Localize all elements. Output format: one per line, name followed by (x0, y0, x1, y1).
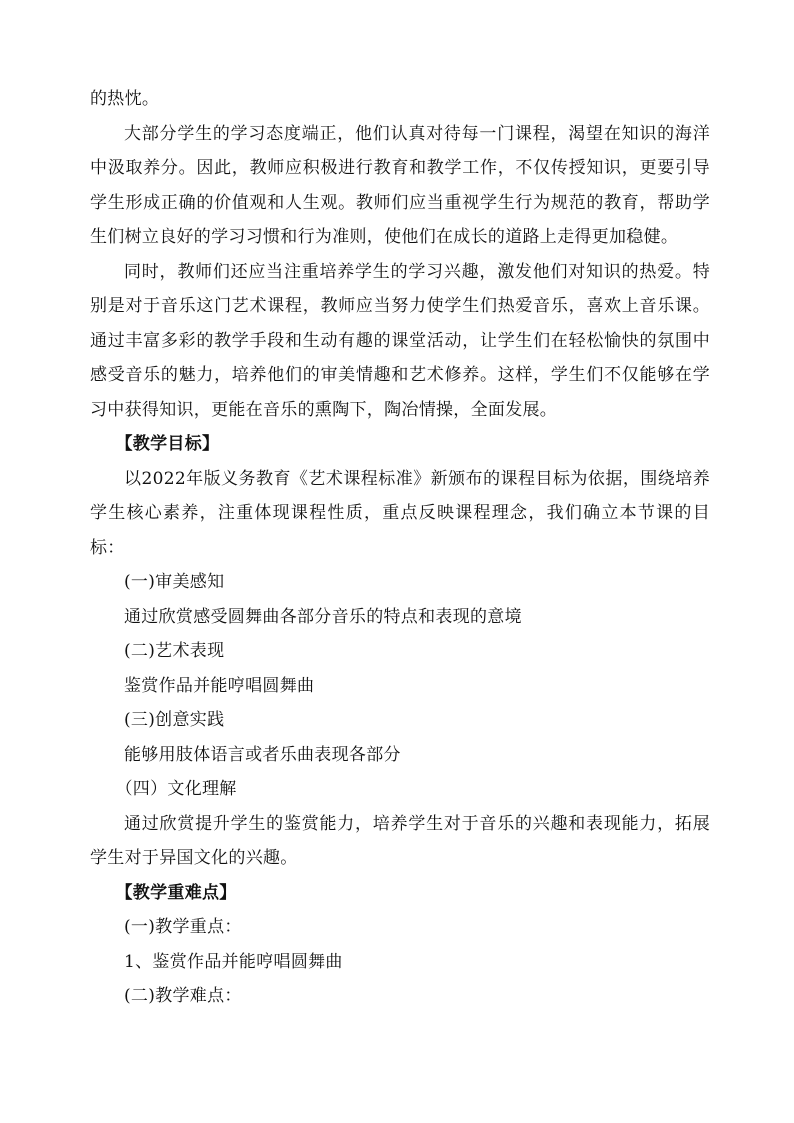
paragraph-student-attitude: 大部分学生的学习态度端正，他们认真对待每一门课程，渴望在知识的海洋中汲取养分。因此，教师应积极进行教育和教学工作，不仅传授知识，更要引导学生形成正确的价值观和人生观。教师们应当重视学生行为规范的教育，帮助学生们树立良好的学习习惯和行为准则，使他们在成长的道路上走得更加稳健。 (90, 123, 710, 247)
heading-teaching-goals: 【教学目标】 (115, 434, 220, 454)
goal-1-text: 通过欣赏感受圆舞曲各部分音乐的特点和表现的意境 (124, 606, 522, 627)
goal-4-title: （四）文化理解 (115, 779, 237, 799)
goal-2-text: 鉴赏作品并能哼唱圆舞曲 (124, 675, 315, 696)
paragraph-goals-intro: 以2022年版义务教育《艺术课程标准》新颁布的课程目标为依据，围绕培养学生核心素养，注重体现课程性质，重点反映课程理念，我们确立本节课的目标： (90, 468, 710, 558)
goal-2-title: (二)艺术表现 (124, 641, 225, 661)
goal-1-title: (一)审美感知 (124, 572, 225, 592)
key-point-2-title: (二)教学难点： (124, 986, 242, 1006)
goal-3-text: 能够用肢体语言或者乐曲表现各部分 (124, 744, 401, 765)
goal-3-title: (三)创意实践 (124, 710, 225, 730)
heading-key-points: 【教学重难点】 (115, 882, 237, 903)
paragraph-learning-interest: 同时，教师们还应当注重培养学生的学习兴趣，激发他们对知识的热爱。特别是对于音乐这门艺术课程，教师应当努力使学生们热爱音乐，喜欢上音乐课。通过丰富多彩的教学手段和生动有趣的课堂活动，让学生们在轻松愉快的氛围中感受音乐的魅力，培养他们的审美情趣和艺术修养。这样，学生们不仅能够在学习中获得知识，更能在音乐的熏陶下，陶冶情操，全面发展。 (90, 261, 710, 420)
goal-4-text: 通过欣赏提升学生的鉴赏能力，培养学生对于音乐的兴趣和表现能力，拓展学生对于异国文化的兴趣。 (90, 813, 710, 868)
key-point-1-item: 1、鉴赏作品并能哼唱圆舞曲 (124, 951, 343, 972)
key-point-1-title: (一)教学重点： (124, 917, 242, 937)
document-body (90, 82, 710, 1014)
paragraph-continuation: 的热忱。 (90, 89, 160, 109)
